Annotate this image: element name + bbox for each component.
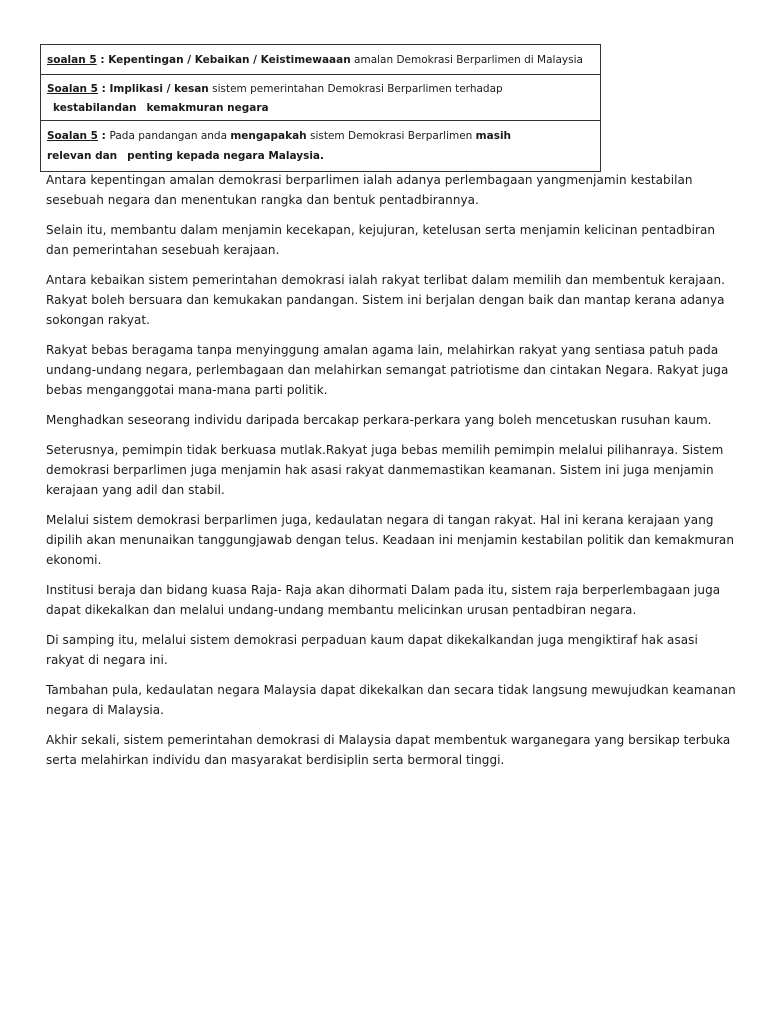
- paragraph-10: Tambahan pula, kedaulatan negara Malaysia dapat dikekalkan dan secara tidak langsung mewujudkan keamanan negara di Malaysia.: [46, 683, 736, 717]
- question-text-pre: Pada pandangan anda: [109, 130, 231, 142]
- answer-body: [46, 170, 736, 780]
- question-keywords: Kepentingan / Kebaikan / Keistimewaaan: [108, 54, 351, 66]
- paragraph-1: Antara kepentingan amalan demokrasi berparlimen ialah adanya perlembagaan yangmenjamin kestabilan sesebuah negara dan menentukan rangka dan bentuk pentadbirannya.: [46, 173, 693, 207]
- question-separator: :: [97, 130, 110, 142]
- question-label: soalan 5: [47, 54, 97, 66]
- question-table: [40, 44, 601, 172]
- question-row-1: [41, 45, 600, 75]
- question-text: amalan Demokrasi Berparlimen di Malaysia: [350, 54, 583, 66]
- paragraph-11: Akhir sekali, sistem pemerintahan demokrasi di Malaysia dapat membentuk warganegara yang bersikap terbuka serta melahirkan individu dan masyarakat berdisiplin serta bermoral tinggi.: [46, 733, 731, 767]
- question-text-mid: sistem Demokrasi Berparlimen: [306, 130, 476, 142]
- question-label: Soalan 5: [47, 83, 98, 95]
- paragraph-7: Melalui sistem demokrasi berparlimen juga, kedaulatan negara di tangan rakyat. Hal ini kerana kerajaan yang dipilih akan menunaikan tanggungjawab dengan telus. Keadaan ini menjamin kestabilan politik dan kemakmuran ekonomi.: [46, 513, 734, 567]
- paragraph-9: Di samping itu, melalui sistem demokrasi perpaduan kaum dapat dikekalkandan juga mengiktiraf hak asasi rakyat di negara ini.: [46, 633, 698, 667]
- paragraph-8: Institusi beraja dan bidang kuasa Raja- Raja akan dihormati Dalam pada itu, sistem raja berperlembagaan juga dapat dikekalkan dan melalui undang-undang membantu melicinkan urusan pentadbiran negara.: [46, 583, 721, 617]
- question-label: Soalan 5: [47, 130, 98, 142]
- question-keywords-2: masih: [475, 130, 512, 142]
- question-keywords-line2a: relevan dan: [47, 150, 118, 162]
- paragraph-5: Menghadkan seseorang individu daripada bercakap perkara-perkara yang boleh mencetuskan rusuhan kaum.: [46, 413, 712, 427]
- question-row-3: [41, 121, 600, 171]
- question-separator: :: [97, 83, 110, 95]
- paragraph-3: Antara kebaikan sistem pemerintahan demokrasi ialah rakyat terlibat dalam memilih dan membentuk kerajaan. Rakyat boleh bersuara dan kemukakan pandangan. Sistem ini berjalan dengan baik dan mantap kerana adanya sokongan rakyat.: [46, 273, 726, 327]
- question-row-2: [41, 75, 600, 121]
- paragraph-6: Seterusnya, pemimpin tidak berkuasa mutlak.Rakyat juga bebas memilih pemimpin melalui pilihanraya. Sistem demokrasi berparlimen juga menjamin hak asasi rakyat danmemastikan keamanan. Sistem ini juga menjamin kerajaan yang adil dan stabil.: [46, 443, 724, 497]
- paragraph-4: Rakyat bebas beragama tanpa menyinggung amalan agama lain, melahirkan rakyat yang sentiasa patuh pada undang-undang negara, perlembagaan dan melahirkan semangat patriotisme dan cintakan Negara. Rakyat juga bebas menganggotai mana-mana parti politik.: [46, 343, 729, 397]
- question-keywords: mengapakah: [230, 130, 307, 142]
- question-keywords-line2a: kestabilandan: [53, 102, 137, 114]
- paragraph-2: Selain itu, membantu dalam menjamin kecekapan, kejujuran, ketelusan serta menjamin kelicinan pentadbiran dan pemerintahan sesebuah kerajaan.: [46, 223, 716, 257]
- question-keywords-line2b: kemakmuran negara: [146, 102, 269, 114]
- question-text: sistem pemerintahan Demokrasi Berparlimen terhadap: [208, 83, 503, 95]
- question-separator: :: [96, 54, 109, 66]
- question-keywords-line2b: penting kepada negara Malaysia.: [127, 150, 325, 162]
- question-keywords: Implikasi / kesan: [109, 83, 209, 95]
